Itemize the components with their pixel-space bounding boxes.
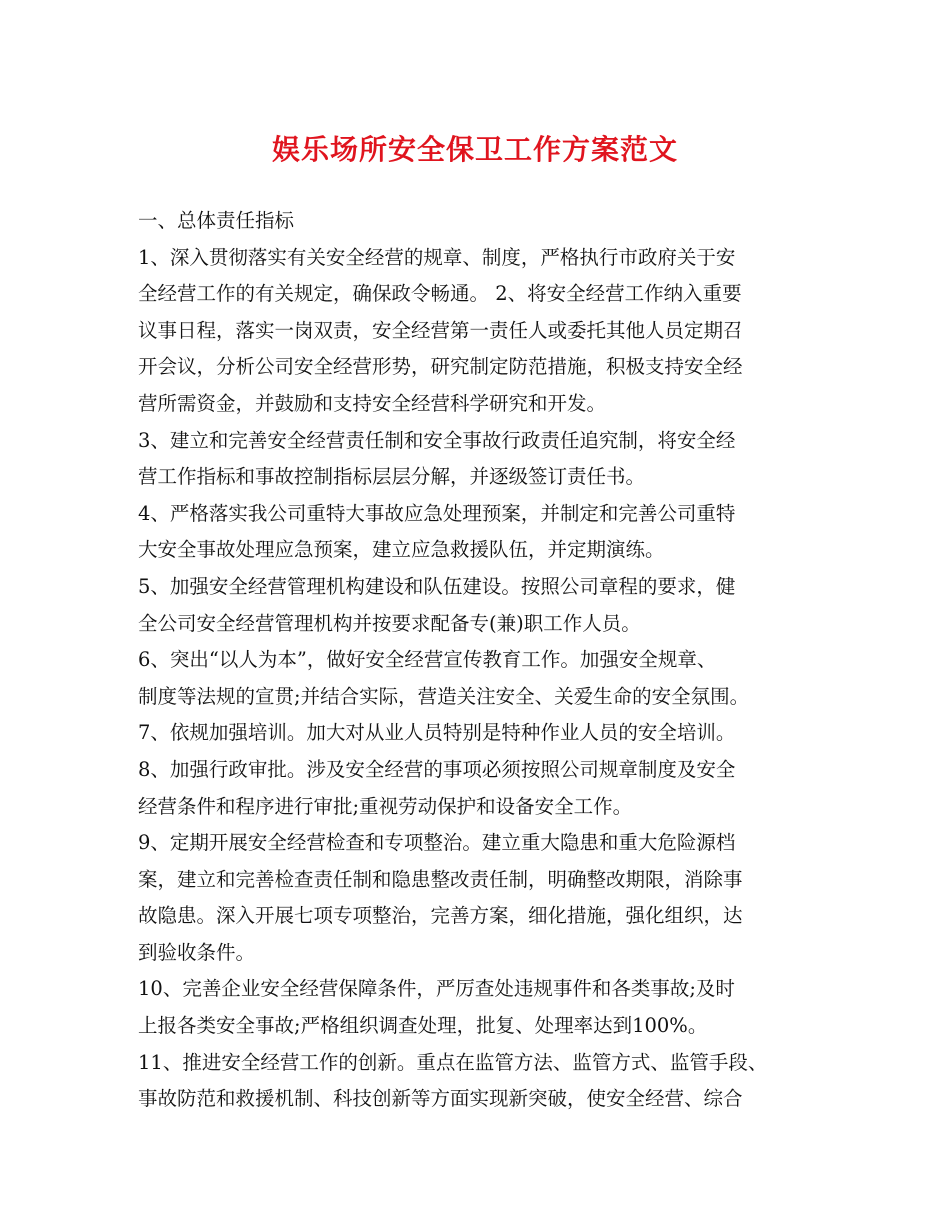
- text-line: 到验收条件。: [138, 940, 256, 964]
- text-line: 事故防范和救援机制、科技创新等方面实现新突破，使安全经营、综合: [138, 1087, 743, 1111]
- text-line: 3、建立和完善安全经营责任制和安全事故行政责任追究制，将安全经: [138, 428, 736, 452]
- document-title: 娱乐场所安全保卫工作方案范文: [271, 133, 678, 166]
- text-line: 开会议，分析公司安全经营形势，研究制定防范措施，积极支持安全经: [138, 355, 743, 379]
- text-line: 故隐患。深入开展七项专项整治，完善方案，细化措施，强化组织，达: [138, 904, 743, 928]
- text-line: 10、完善企业安全经营保障条件，严厉查处违规事件和各类事故;及时: [138, 977, 735, 1001]
- text-line: 全经营工作的有关规定，确保政令畅通。 2、将安全经营工作纳入重要: [138, 282, 742, 306]
- text-line: 8、加强行政审批。涉及安全经营的事项必须按照公司规章制度及安全: [138, 757, 736, 781]
- text-line: 全公司安全经营管理机构并按要求配备专(兼)职工作人员。: [138, 611, 641, 635]
- text-line: 11、推进安全经营工作的创新。重点在监管方法、监管方式、监管手段、: [138, 1050, 768, 1074]
- text-line: 制度等法规的宣贯;并结合实际，营造关注安全、关爱生命的安全氛围。: [138, 684, 750, 708]
- text-line: 7、依规加强培训。加大对从业人员特别是特种作业人员的安全培训。: [138, 721, 736, 745]
- text-line: 9、定期开展安全经营检查和专项整治。建立重大隐患和重大危险源档: [138, 831, 736, 855]
- document-body: [138, 203, 828, 1118]
- text-line: 4、严格落实我公司重特大事故应急处理预案，并制定和完善公司重特: [138, 501, 736, 525]
- text-line: 大安全事故处理应急预案，建立应急救援队伍，并定期演练。: [138, 538, 665, 562]
- text-line: 营所需资金，并鼓励和支持安全经营科学研究和开发。: [138, 391, 607, 415]
- text-line: 1、深入贯彻落实有关安全经营的规章、制度，严格执行市政府关于安: [138, 245, 736, 269]
- text-line: 营工作指标和事故控制指标层层分解，并逐级签订责任书。: [138, 465, 646, 489]
- text-line: 议事日程，落实一岗双责，安全经营第一责任人或委托其他人员定期召: [138, 318, 743, 342]
- text-line: 5、加强安全经营管理机构建设和队伍建设。按照公司章程的要求，健: [138, 574, 736, 598]
- text-line: 上报各类安全事故;严格组织调查处理，批复、处理率达到100%。: [138, 1014, 708, 1038]
- text-line: 经营条件和程序进行审批;重视劳动保护和设备安全工作。: [138, 794, 633, 818]
- text-line: 案，建立和完善检查责任制和隐患整改责任制，明确整改期限，消除事: [138, 867, 743, 891]
- text-line: 6、突出“以人为本”，做好安全经营宣传教育工作。加强安全规章、: [138, 648, 717, 672]
- text-line: 一、总体责任指标: [138, 209, 295, 232]
